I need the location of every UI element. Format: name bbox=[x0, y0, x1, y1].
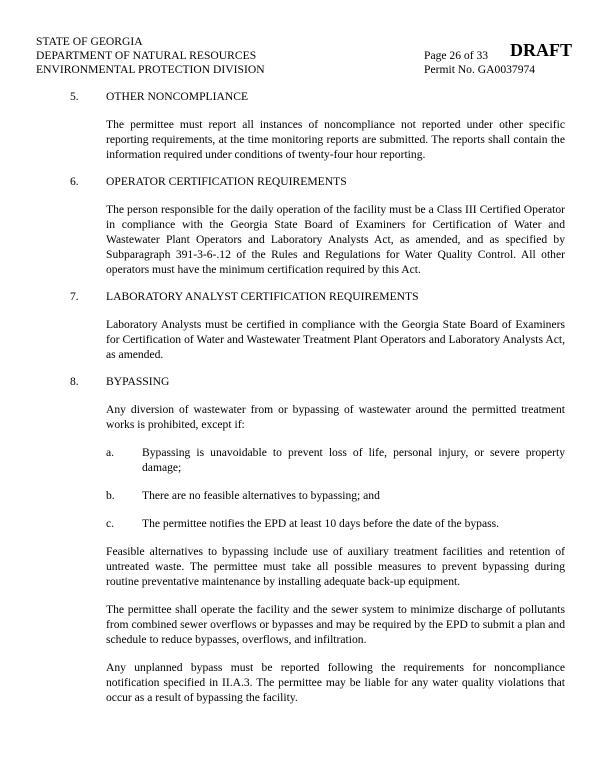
list-item-letter: c. bbox=[106, 517, 115, 530]
header-line-department: DEPARTMENT OF NATURAL RESOURCES bbox=[36, 49, 257, 62]
section-lab-analyst-certification bbox=[70, 290, 565, 362]
agency-header bbox=[36, 35, 265, 77]
page-number: Page 26 of 33 bbox=[424, 49, 489, 62]
section-title: OTHER NONCOMPLIANCE bbox=[106, 90, 249, 103]
section-paragraph: Laboratory Analysts must be certified in compliance with the Georgia State Board of Examiners for Certification of Water and Wastewater Treatment Plant Operators and Laboratory Analysts Act, as amended. bbox=[106, 318, 565, 361]
list-item bbox=[106, 516, 565, 531]
section-heading bbox=[70, 90, 565, 104]
list-item-letter: b. bbox=[106, 489, 115, 502]
list-item bbox=[106, 488, 565, 503]
section-operator-certification bbox=[70, 175, 565, 277]
section-number: 5. bbox=[70, 90, 79, 103]
section-paragraph: Feasible alternatives to bypassing include use of auxiliary treatment facilities and retention of untreated waste. The permittee must take all possible measures to prevent bypassing during routine preventative maintenance by installing adequate back-up equipment. bbox=[106, 545, 565, 588]
section-intro: Any diversion of wastewater from or bypassing of wastewater around the permitted treatment works is prohibited, except if: bbox=[106, 403, 565, 431]
section-heading bbox=[70, 375, 565, 389]
list-item-text: There are no feasible alternatives to bypassing; and bbox=[142, 489, 380, 502]
section-number: 6. bbox=[70, 175, 79, 188]
section-paragraph: The permittee must report all instances of noncompliance not reported under other specific reporting requirements, at the time monitoring reports are submitted. The reports shall contain the information required under conditions of twenty-four hour reporting. bbox=[106, 118, 565, 161]
draft-stamp: DRAFT bbox=[510, 40, 572, 60]
header-line-division: ENVIRONMENTAL PROTECTION DIVISION bbox=[36, 63, 265, 76]
section-title: BYPASSING bbox=[106, 375, 170, 388]
section-title: OPERATOR CERTIFICATION REQUIREMENTS bbox=[106, 175, 347, 188]
section-other-noncompliance bbox=[70, 90, 565, 162]
section-paragraph: The person responsible for the daily operation of the facility must be a Class III Certified Operator in compliance with the Georgia State Board of Examiners for Certification of Water and Wastewater Plant Operators and Laboratory Analysts Act, as amended, and as specified by Subparagraph 391-3-6-.12 of the Rules and Regulations for Water Quality Control. All other operators must have the minimum certification required by this Act. bbox=[106, 203, 565, 276]
permit-number: Permit No. GA0037974 bbox=[424, 63, 536, 76]
list-item bbox=[106, 445, 565, 475]
list-item-text: The permittee notifies the EPD at least 10 days before the date of the bypass. bbox=[142, 517, 500, 530]
section-paragraph: Any unplanned bypass must be reported following the requirements for noncompliance notification specified in II.A.3. The permittee may be liable for any water quality violations that occur as a result of bypassing the facility. bbox=[106, 661, 565, 704]
section-title: LABORATORY ANALYST CERTIFICATION REQUIREMENTS bbox=[106, 290, 419, 303]
section-bypassing bbox=[70, 375, 565, 705]
list-item-letter: a. bbox=[106, 446, 115, 459]
list-item-text: Bypassing is unavoidable to prevent loss of life, personal injury, or severe property damage; bbox=[142, 446, 565, 474]
section-number: 8. bbox=[70, 375, 79, 388]
section-number: 7. bbox=[70, 290, 79, 303]
section-heading bbox=[70, 175, 565, 189]
section-paragraph: The permittee shall operate the facility and the sewer system to minimize discharge of pollutants from combined sewer overflows or bypasses and may be required by the EPD to submit a plan and schedule to reduce bypasses, overflows, and infiltration. bbox=[106, 603, 565, 646]
document-body bbox=[70, 90, 565, 718]
header-line-state: STATE OF GEORGIA bbox=[36, 35, 143, 48]
section-heading bbox=[70, 290, 565, 304]
